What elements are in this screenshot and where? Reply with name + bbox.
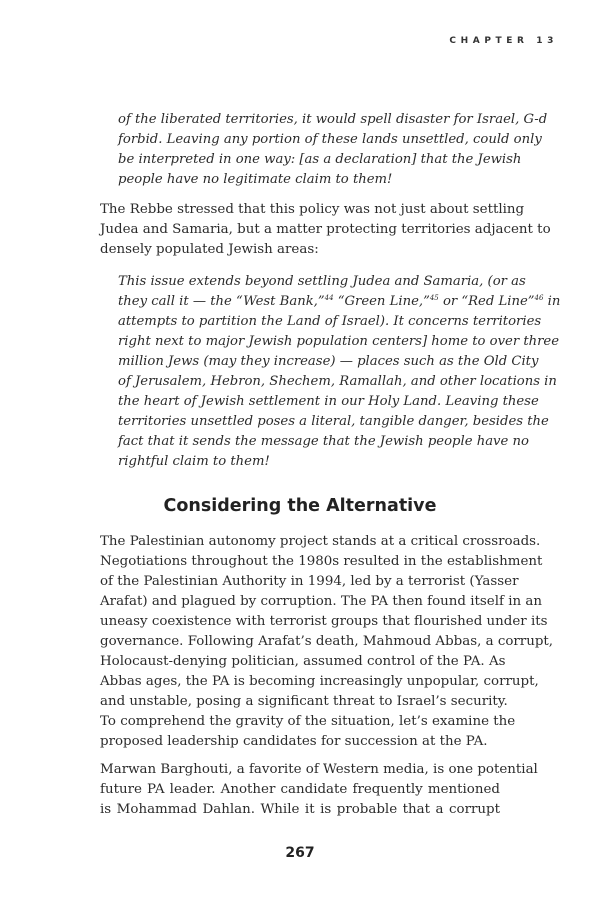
body-paragraph-3 xyxy=(100,760,538,820)
text-line: proposed leadership candidates for succession at the PA. xyxy=(100,734,488,749)
text-line xyxy=(118,292,561,312)
text-line: Judea and Samaria, but a matter protecting territories adjacent to xyxy=(100,222,551,237)
block-quote-2 xyxy=(118,272,561,472)
chapter-header: CHAPTER 13 xyxy=(449,36,558,46)
text-line: future PA leader. Another candidate frequently mentioned xyxy=(100,782,500,797)
text-line: The Palestinian autonomy project stands at a critical crossroads. xyxy=(100,534,541,549)
section-heading: Considering the Alternative xyxy=(163,496,437,516)
text-segment: in xyxy=(543,294,561,309)
text-line: attempts to partition the Land of Israel). It concerns territories xyxy=(118,314,542,329)
text-line: rightful claim to them! xyxy=(118,454,270,469)
text-line: Arafat) and plagued by corruption. The PA then found itself in an xyxy=(100,594,542,609)
text-line: people have no legitimate claim to them! xyxy=(118,172,393,187)
text-line: million Jews (may they increase) — places such as the Old City xyxy=(118,354,539,369)
text-line: territories unsettled poses a literal, tangible danger, besides the xyxy=(118,414,549,429)
block-quote-1 xyxy=(118,110,548,190)
text-line: fact that it sends the message that the Jewish people have no xyxy=(118,434,529,449)
text-line: Marwan Barghouti, a favorite of Western media, is one potential xyxy=(100,762,538,777)
text-line: To comprehend the gravity of the situation, let’s examine the xyxy=(100,714,516,729)
text-line: is Mohammad Dahlan. While it is probable that a corrupt xyxy=(100,802,500,817)
text-line: right next to major Jewish population centers] home to over three xyxy=(118,334,560,349)
body-paragraph-1 xyxy=(100,200,551,260)
footnote-marker: 44 xyxy=(324,294,334,302)
text-line: Negotiations throughout the 1980s resulted in the establishment xyxy=(100,554,543,569)
text-line: be interpreted in one way: [as a declaration] that the Jewish xyxy=(118,152,522,167)
text-line: Abbas ages, the PA is becoming increasingly unpopular, corrupt, xyxy=(100,674,539,689)
text-line: governance. Following Arafat’s death, Mahmoud Abbas, a corrupt, xyxy=(100,634,554,649)
text-line: The Rebbe stressed that this policy was not just about settling xyxy=(100,202,525,217)
text-line: Holocaust-denying politician, assumed control of the PA. As xyxy=(100,654,506,669)
text-line: forbid. Leaving any portion of these lands unsettled, could only xyxy=(118,132,542,147)
text-segment: “Green Line,” xyxy=(333,294,430,309)
text-segment: or “Red Line” xyxy=(438,294,535,309)
text-segment: they call it — the “West Bank,” xyxy=(118,294,325,309)
text-line: of the liberated territories, it would spell disaster for Israel, G-d xyxy=(118,112,548,127)
text-line: This issue extends beyond settling Judea and Samaria, (or as xyxy=(118,274,526,289)
text-line: of Jerusalem, Hebron, Shechem, Ramallah, and other locations in xyxy=(118,374,557,389)
footnote-marker: 45 xyxy=(429,294,439,302)
text-line: uneasy coexistence with terrorist groups that flourished under its xyxy=(100,614,548,629)
body-paragraph-2 xyxy=(100,532,554,752)
footnote-marker: 46 xyxy=(534,294,544,302)
text-line: and unstable, posing a significant threat to Israel’s security. xyxy=(100,694,508,709)
text-line: the heart of Jewish settlement in our Holy Land. Leaving these xyxy=(118,394,539,409)
text-line: of the Palestinian Authority in 1994, led by a terrorist (Yasser xyxy=(100,574,519,589)
text-line: densely populated Jewish areas: xyxy=(100,242,319,257)
page-number: 267 xyxy=(285,845,315,861)
